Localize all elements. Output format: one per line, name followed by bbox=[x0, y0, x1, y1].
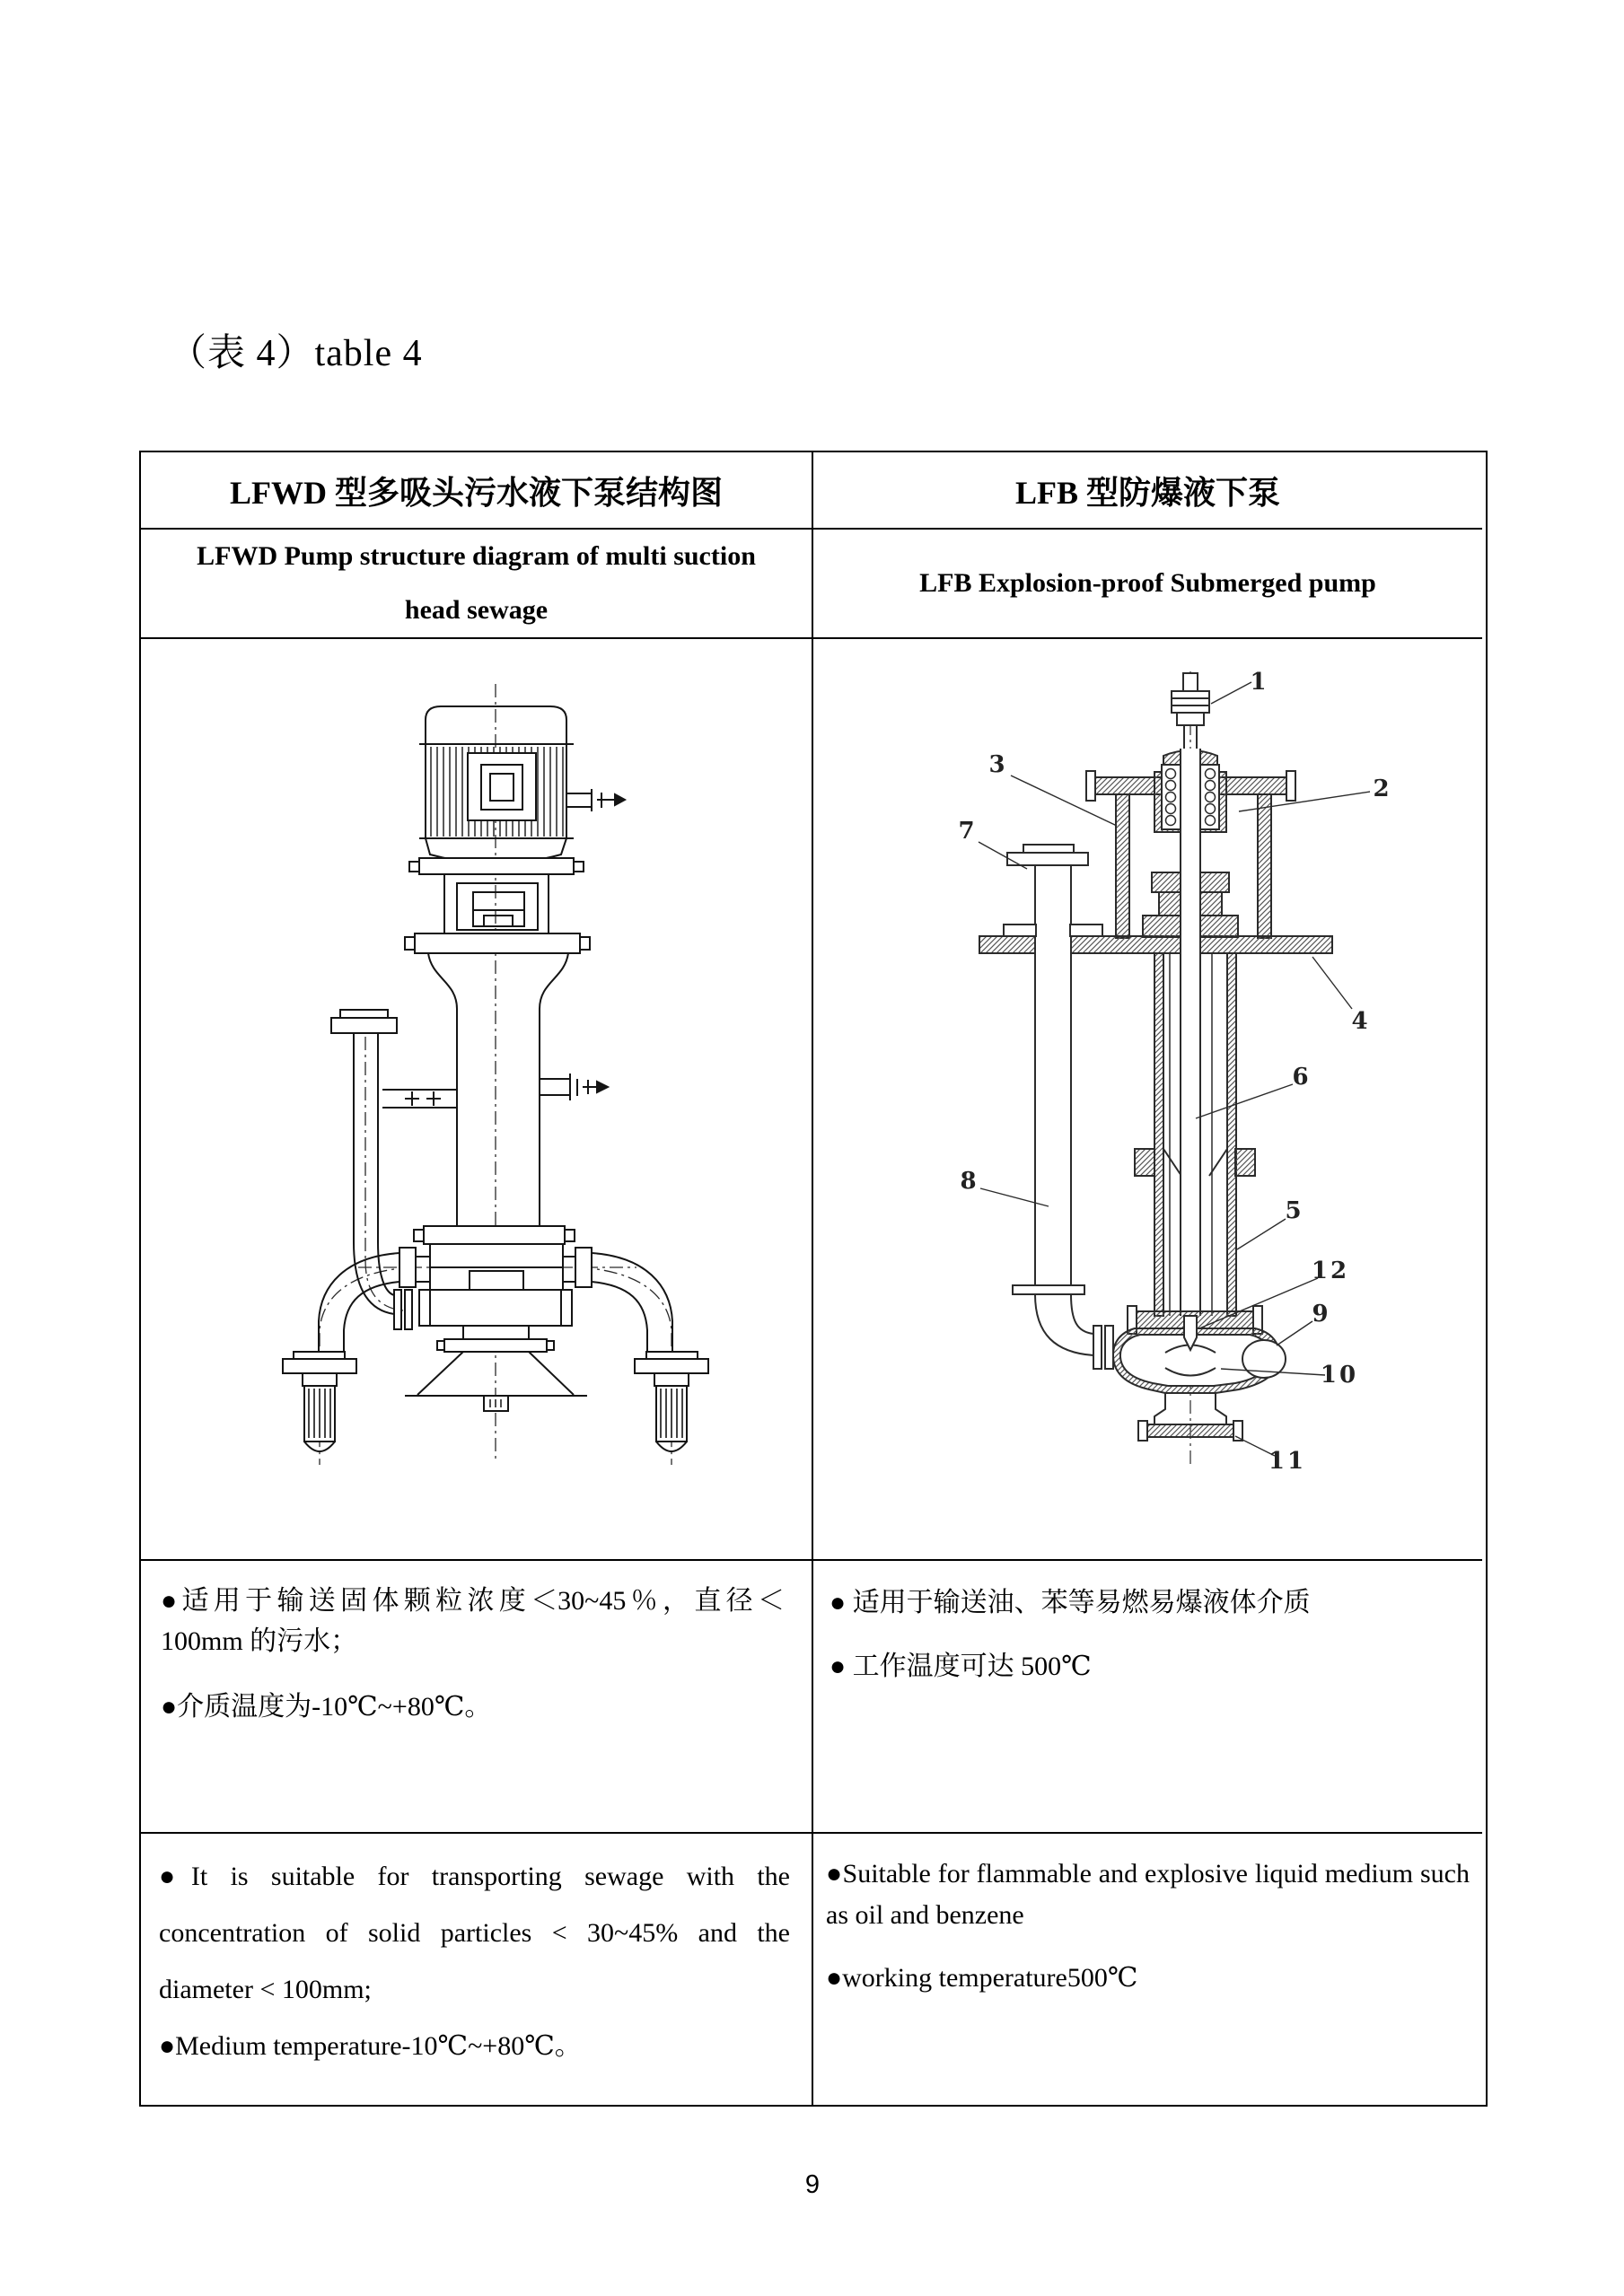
lfwd-spec-en-1: ●It is suitable for transporting sewage with the concentration of solid particles < 30~45% and the diameter < 100mm; bbox=[159, 1862, 790, 2004]
callout-1: 1 bbox=[1250, 669, 1269, 696]
lfwd-pump-diagram bbox=[268, 668, 717, 1476]
lfb-spec-zh-1: ● 适用于输送油、苯等易燃易爆液体介质 bbox=[830, 1588, 1311, 1617]
header-lfb-zh: LFB 型防爆液下泵 bbox=[813, 452, 1482, 530]
callout-4: 4 bbox=[1351, 1008, 1371, 1035]
lfb-spec-en-1: ●Suitable for flammable and explosive liquid medium such as oil and benzene bbox=[826, 1859, 1470, 1930]
lfb-spec-zh-2: ● 工作温度可达 500℃ bbox=[830, 1652, 1092, 1681]
header-lfb-en: LFB Explosion-proof Submerged pump bbox=[813, 530, 1482, 639]
callout-3: 3 bbox=[988, 751, 1008, 778]
callout-9: 9 bbox=[1312, 1301, 1331, 1328]
lfb-diagram-cell bbox=[813, 639, 1482, 1561]
lfwd-spec-zh-2: ●介质温度为-10℃~+80℃。 bbox=[161, 1692, 492, 1722]
callout-12: 12 bbox=[1311, 1258, 1350, 1284]
callout-5: 5 bbox=[1285, 1197, 1304, 1224]
callout-6: 6 bbox=[1292, 1064, 1312, 1091]
lfb-pump-diagram bbox=[950, 666, 1453, 1474]
lfb-spec-en bbox=[813, 1834, 1482, 2105]
lfb-spec-zh bbox=[813, 1561, 1482, 1834]
lfb-spec-en-2: ●working temperature500℃ bbox=[826, 1963, 1138, 1993]
callout-8: 8 bbox=[960, 1168, 979, 1195]
page-number: 9 bbox=[804, 2170, 821, 2199]
lfwd-diagram-cell bbox=[141, 639, 813, 1561]
header-lfwd-en: LFWD Pump structure diagram of multi suction head sewage bbox=[141, 530, 813, 639]
page-title: （表 4）table 4 bbox=[169, 333, 423, 374]
callout-10: 10 bbox=[1320, 1362, 1359, 1389]
callout-2: 2 bbox=[1373, 776, 1392, 802]
lfwd-spec-en bbox=[141, 1834, 813, 2105]
pump-comparison-table bbox=[139, 451, 1488, 2107]
header-lfwd-zh: LFWD 型多吸头污水液下泵结构图 bbox=[141, 452, 813, 530]
lfwd-spec-en-2: ●Medium temperature-10℃~+80℃。 bbox=[159, 2031, 582, 2061]
lfwd-spec-zh bbox=[141, 1561, 813, 1834]
callout-11: 11 bbox=[1268, 1448, 1307, 1474]
callout-7: 7 bbox=[958, 818, 978, 845]
lfwd-spec-zh-1: ●适用于输送固体颗粒浓度＜30~45％，直径＜100mm 的污水； bbox=[161, 1586, 785, 1656]
